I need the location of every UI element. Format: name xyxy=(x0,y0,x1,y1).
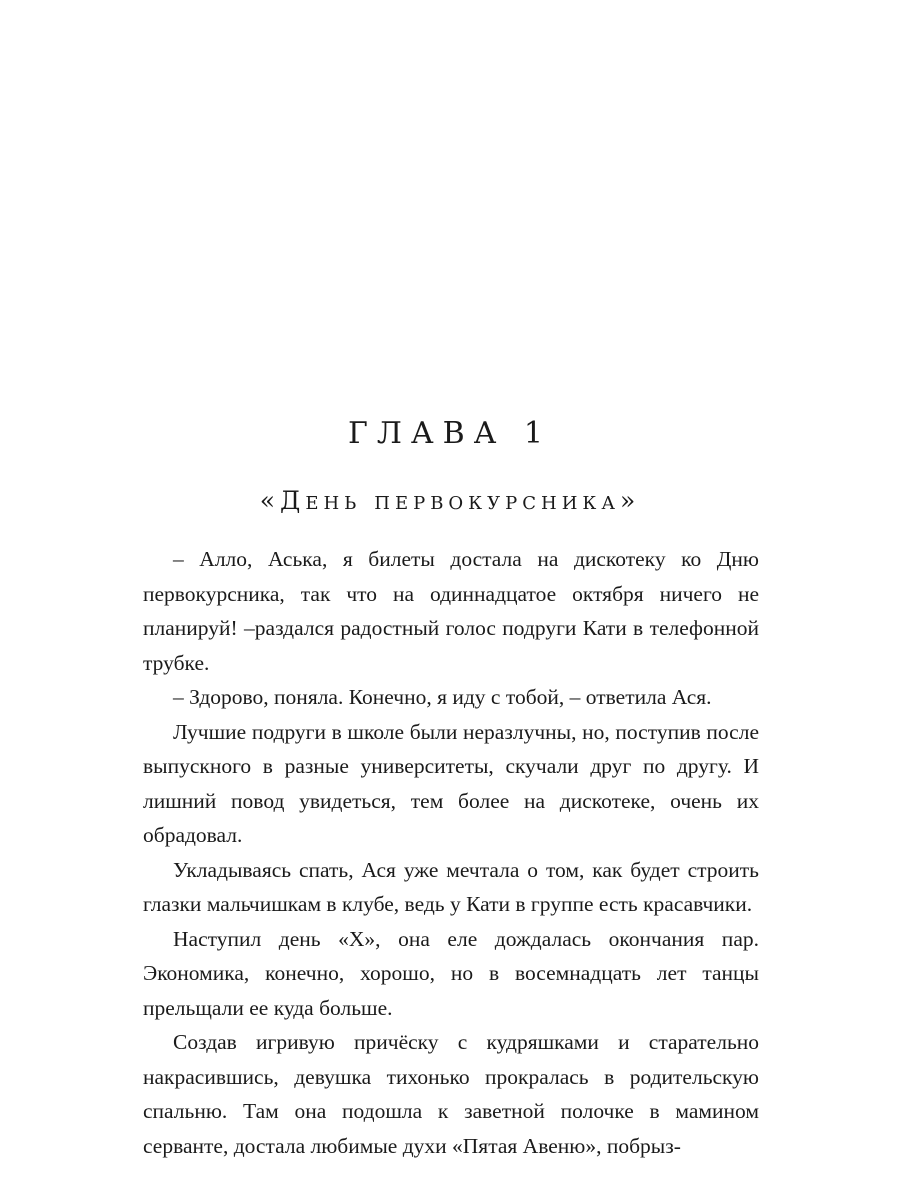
paragraph: Укладываясь спать, Ася уже мечтала о том, как будет строить глазки мальчишкам в клубе, ведь у Кати в группе есть красавчики. xyxy=(143,857,759,916)
paragraph: – Алло, Аська, я билеты достала на дискотеку ко Дню первокурсника, так что на одиннадцатое октября ничего не планируй! –раздался радостный голос подруги Кати в телефонной трубке. xyxy=(143,547,759,675)
paragraph: Лучшие подруги в школе были неразлучны, но, поступив после выпускного в разные университеты, скучали друг по другу. И лишний повод увидеться, тем более на дискотеке, очень их обрадовал. xyxy=(143,719,759,847)
chapter-number: ГЛАВА 1 xyxy=(347,416,552,451)
chapter-title: «День первокурсника» xyxy=(259,486,641,515)
paragraph: Наступил день «Х», она еле дождалась окончания пар. Экономика, конечно, хорошо, но в восемнадцать лет танцы прельщали ее куда больше. xyxy=(143,926,759,1020)
chapter-body xyxy=(143,542,759,1163)
paragraph: Создав игривую причёску с кудряшками и старательно накрасившись, девушка тихонько прокралась в родительскую спальню. Там она подошла к заветной полочке в мамином серванте, достала любимые духи «Пятая Авеню», побрыз- xyxy=(143,1030,759,1158)
paragraph: – Здорово, поняла. Конечно, я иду с тобой, – ответила Ася. xyxy=(173,685,712,709)
